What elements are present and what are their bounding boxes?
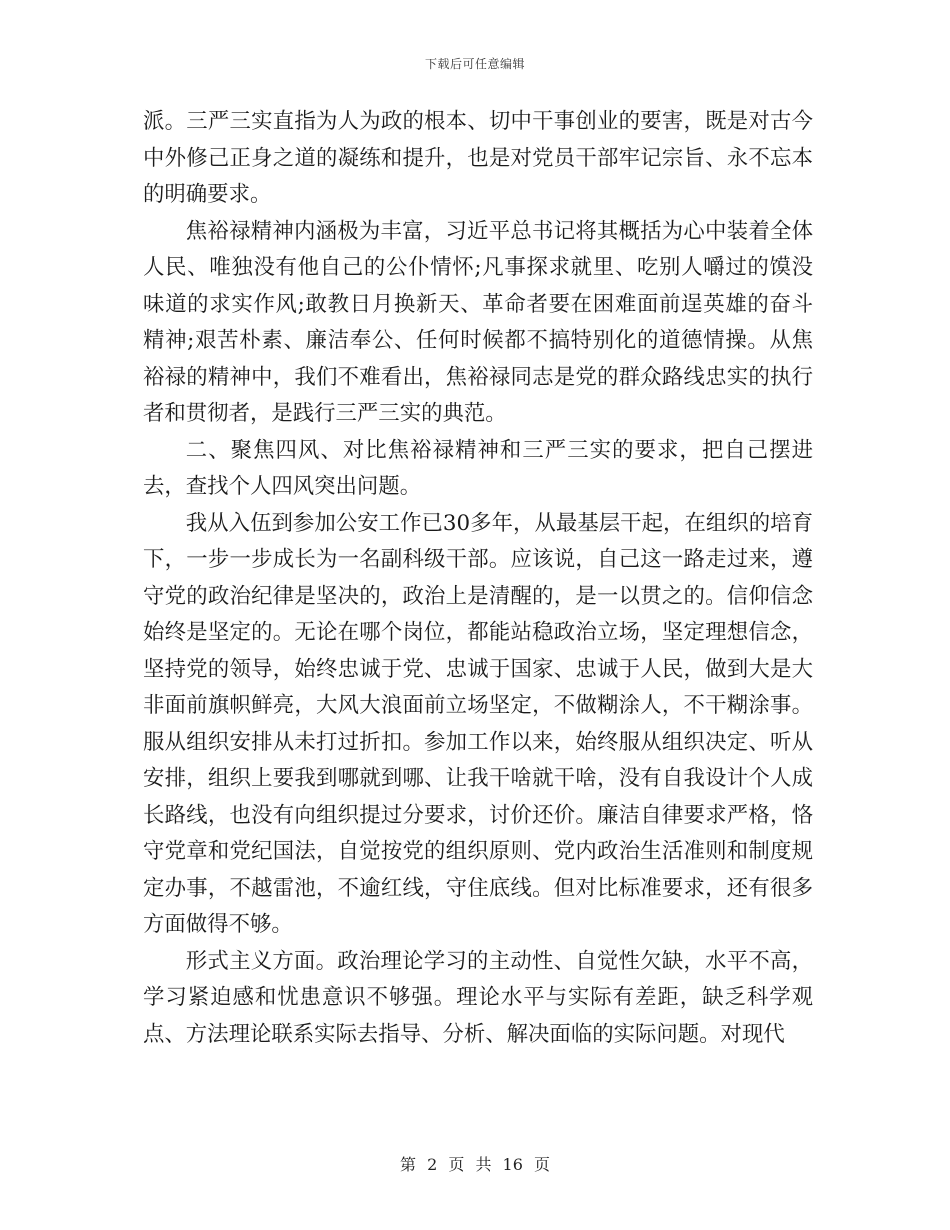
paragraph-5: 形式主义方面。政治理论学习的主动性、自觉性欠缺，水平不高，学习紧迫感和忧患意识不够强。理论水平与实际有差距，缺乏科学观点、方法理论联系实际去指导、分析、解决面临的实际问题。对现代 — [143, 948, 813, 1047]
paragraph-1: 派。三严三实直指为人为政的根本、切中干事创业的要害，既是对古今中外修己正身之道的凝练和提升，也是对党员干部牢记宗旨、永不忘本的明确要求。 — [143, 109, 813, 207]
page-number-footer: 第 2 页 共 16 页 — [400, 1155, 550, 1174]
page-header-note: 下载后可任意编辑 — [424, 57, 525, 71]
paragraph-2: 焦裕禄精神内涵极为丰富，习近平总书记将其概括为心中装着全体人民、唯独没有他自己的公仆情怀;凡事探求就里、吃别人嚼过的馍没味道的求实作风;敢教日月换新天、革命者要在困难面前逞英雄的奋斗精神;艰苦朴素、廉洁奉公、任何时候都不搞特别化的道德情操。从焦裕禄的精神中，我们不难看出，焦裕禄同志是党的群众路线忠实的执行者和贯彻者，是践行三严三实的典范。 — [143, 218, 813, 426]
paragraph-4: 我从入伍到参加公安工作已30多年，从最基层干起，在组织的培育下，一步一步成长为一名副科级干部。应该说，自己这一路走过来，遵守党的政治纪律是坚决的，政治上是清醒的，是一以贯之的。信仰信念始终是坚定的。无论在哪个岗位，都能站稳政治立场，坚定理想信念，坚持党的领导，始终忠诚于党、忠诚于国家、忠诚于人民，做到大是大非面前旗帜鲜亮，大风大浪面前立场坚定，不做糊涂人，不干糊涂事。服从组织安排从未打过折扣。参加工作以来，始终服从组织决定、听从安排，组织上要我到哪就到哪、让我干啥就干啥，没有自我设计个人成长路线，也没有向组织提过分要求，讨价还价。廉洁自律要求严格，恪守党章和党纪国法，自觉按党的组织原则、党内政治生活准则和制度规定办事，不越雷池，不逾红线，守住底线。但对比标准要求，还有很多方面做得不够。 — [143, 510, 813, 937]
document-body — [143, 104, 813, 1053]
paragraph-3: 二、聚焦四风、对比焦裕禄精神和三严三实的要求，把自己摆进去，查找个人四风突出问题。 — [143, 437, 813, 499]
